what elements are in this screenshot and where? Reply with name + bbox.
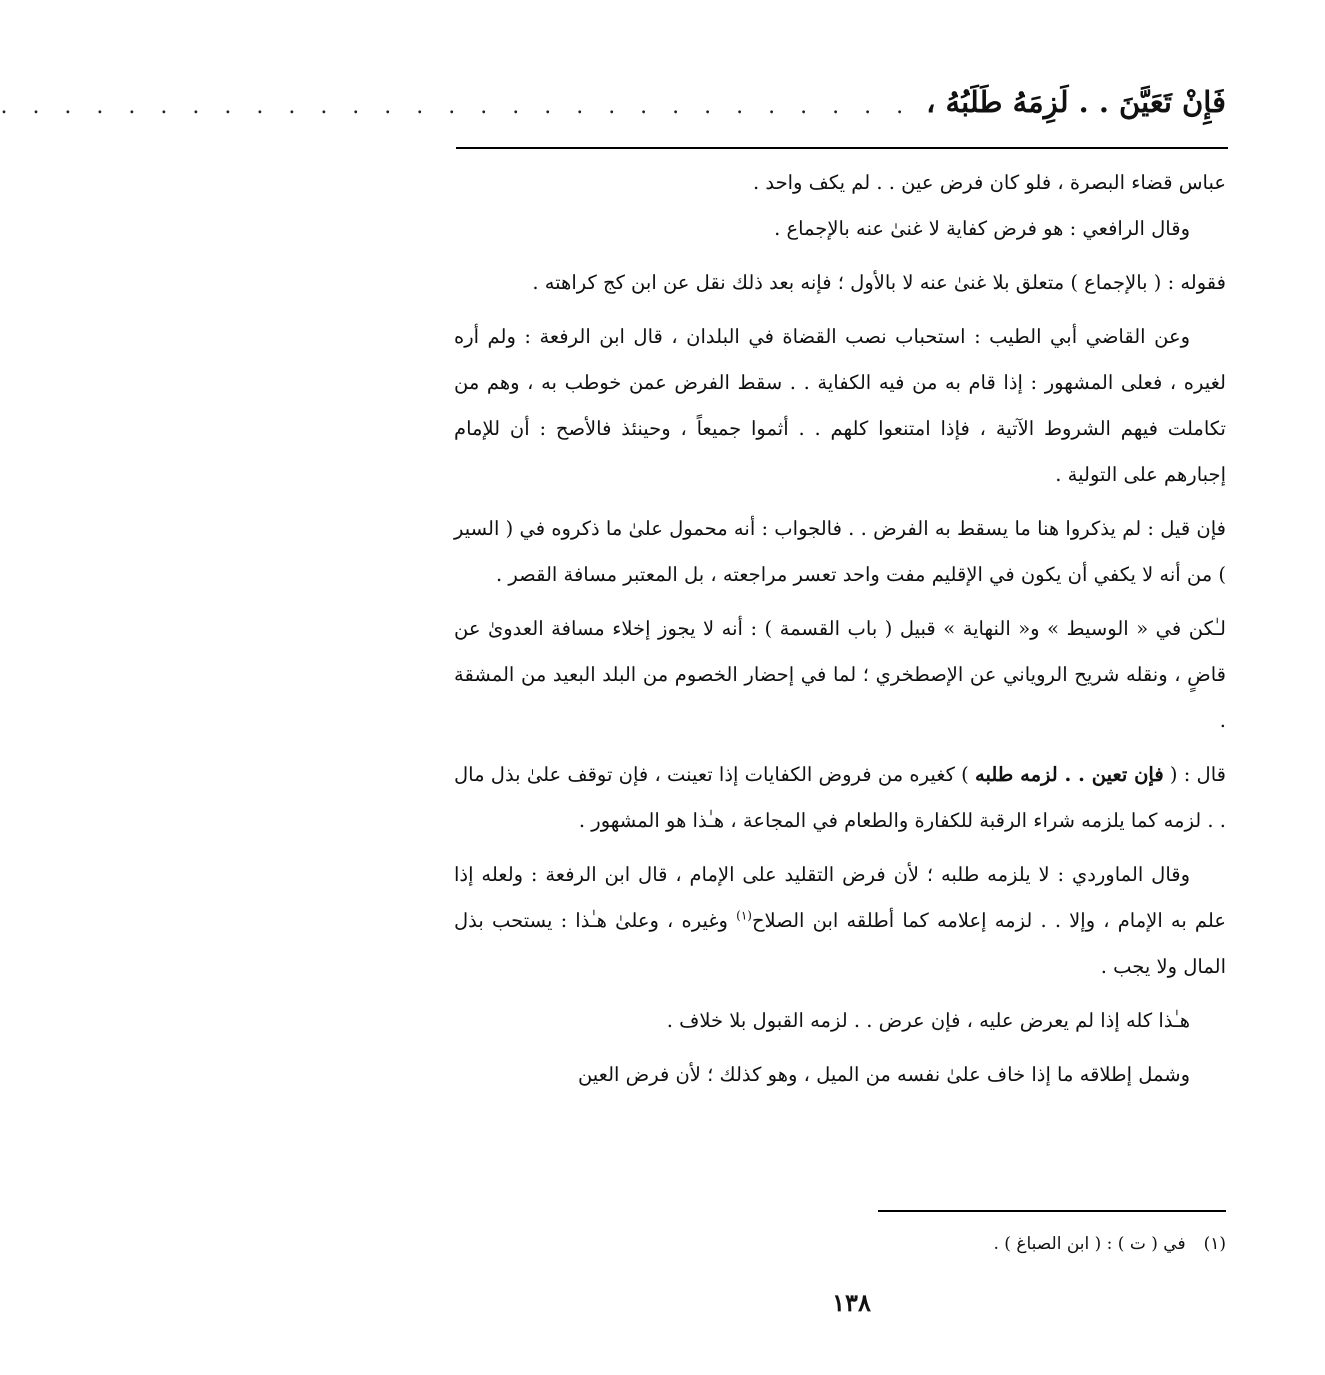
page-number: ١٣٨ [832, 1288, 871, 1317]
running-head [0, 74, 1226, 124]
paragraph-matn-quote [454, 752, 1226, 844]
matn-quote: فإن تعين . . لزمه طلبه [974, 763, 1164, 786]
paragraph-mawardi [454, 852, 1226, 990]
paragraph-text: وقال الماوردي : لا يلزمه طلبه ؛ لأن فرض التقليد على الإمام ، قال ابن الرفعة : ولعله إذا علم به الإمام ، وإلا . . لزمه إعلامه كما أطلقه ابن الصلاح [454, 863, 1226, 932]
paragraph-wasit [454, 606, 1226, 744]
paragraph-text: لـٰكن في « الوسيط » و« النهاية » قبيل ( باب القسمة ) : أنه لا يجوز إخلاء مسافة العدوىٰ عن قاضٍ ، ونقله شريح الروياني عن الإصطخري ؛ لما في إحضار الخصوم من البلد البعيد من المشقة . [454, 617, 1226, 732]
paragraph-text: فقوله : ( بالإجماع ) متعلق بلا غنىٰ عنه لا بالأول ؛ فإنه بعد ذلك نقل عن ابن كج كراهته . [532, 271, 1226, 294]
paragraph-text: وشمل إطلاقه ما إذا خاف علىٰ نفسه من الميل ، وهو كذلك ؛ لأن فرض العين [577, 1063, 1190, 1086]
paragraph-text: عباس قضاء البصرة ، فلو كان فرض عين . . لم يكف واحد . [752, 171, 1226, 194]
header-rule [456, 147, 1228, 149]
running-head-title: فَإِنْ تَعَيَّنَ . . لَزِمَهُ طَلَبُهُ ، [926, 85, 1226, 119]
paragraph-continuation [454, 160, 1226, 206]
footnote [778, 1228, 1226, 1260]
paragraph-text: وعن القاضي أبي الطيب : استحباب نصب القضاة في البلدان ، قال ابن الرفعة : ولم أره لغيره ، فعلى المشهور : إذا قام به من فيه الكفاية . . سقط الفرض عمن خوطب به ، وهم من تكاملت فيهم الشروط الآتية ، فإذا امتنعوا كلهم . . أثموا جميعاً ، وحينئذ فالأصح : أن للإمام إجبارهم على التولية . [454, 325, 1226, 486]
paragraph-objection [454, 506, 1226, 598]
paragraph-text: قال : ( [1163, 763, 1226, 786]
footnote-reference[interactable]: (١) [736, 908, 752, 923]
paragraph-rafii [454, 206, 1226, 252]
paragraph-text: هـٰذا كله إذا لم يعرض عليه ، فإن عرض . . لزمه القبول بلا خلاف . [666, 1009, 1190, 1032]
footnote-number: (١) [1203, 1234, 1226, 1254]
running-head-dot-leader: . . . . . . . . . . . . . . . . . . . . . . . . . . . . . [0, 94, 913, 119]
body-text [454, 160, 1226, 1098]
paragraph-not-offered [454, 998, 1226, 1044]
paragraph-text: ) كغيره من فروض الكفايات إذا تعينت ، فإن توقف علىٰ بذل مال . . لزمه كما يلزمه شراء الرقبة للكفارة والطعام في المجاعة ، هـٰذا هو المشهور . [454, 763, 1226, 832]
paragraph-text: فإن قيل : لم يذكروا هنا ما يسقط به الفرض . . فالجواب : أنه محمول علىٰ ما ذكروه في ( السير ) من أنه لا يكفي أن يكون في الإقليم مفت واحد تعسر مراجعته ، بل المعتبر مسافة القصر . [454, 517, 1226, 586]
paragraph-commentary [454, 260, 1226, 306]
paragraph-text: وقال الرافعي : هو فرض كفاية لا غنىٰ عنه بالإجماع . [774, 217, 1190, 240]
footnote-text: في ( ت ) : ( ابن الصباغ ) . [993, 1234, 1186, 1254]
paragraph-text: وغيره ، وعلىٰ هـٰذا : يستحب بذل المال ولا يجب . [454, 909, 1226, 978]
paragraph-inclusion [454, 1052, 1226, 1098]
footnote-rule [878, 1210, 1226, 1212]
paragraph-qadi-abu-tayyib [454, 314, 1226, 498]
